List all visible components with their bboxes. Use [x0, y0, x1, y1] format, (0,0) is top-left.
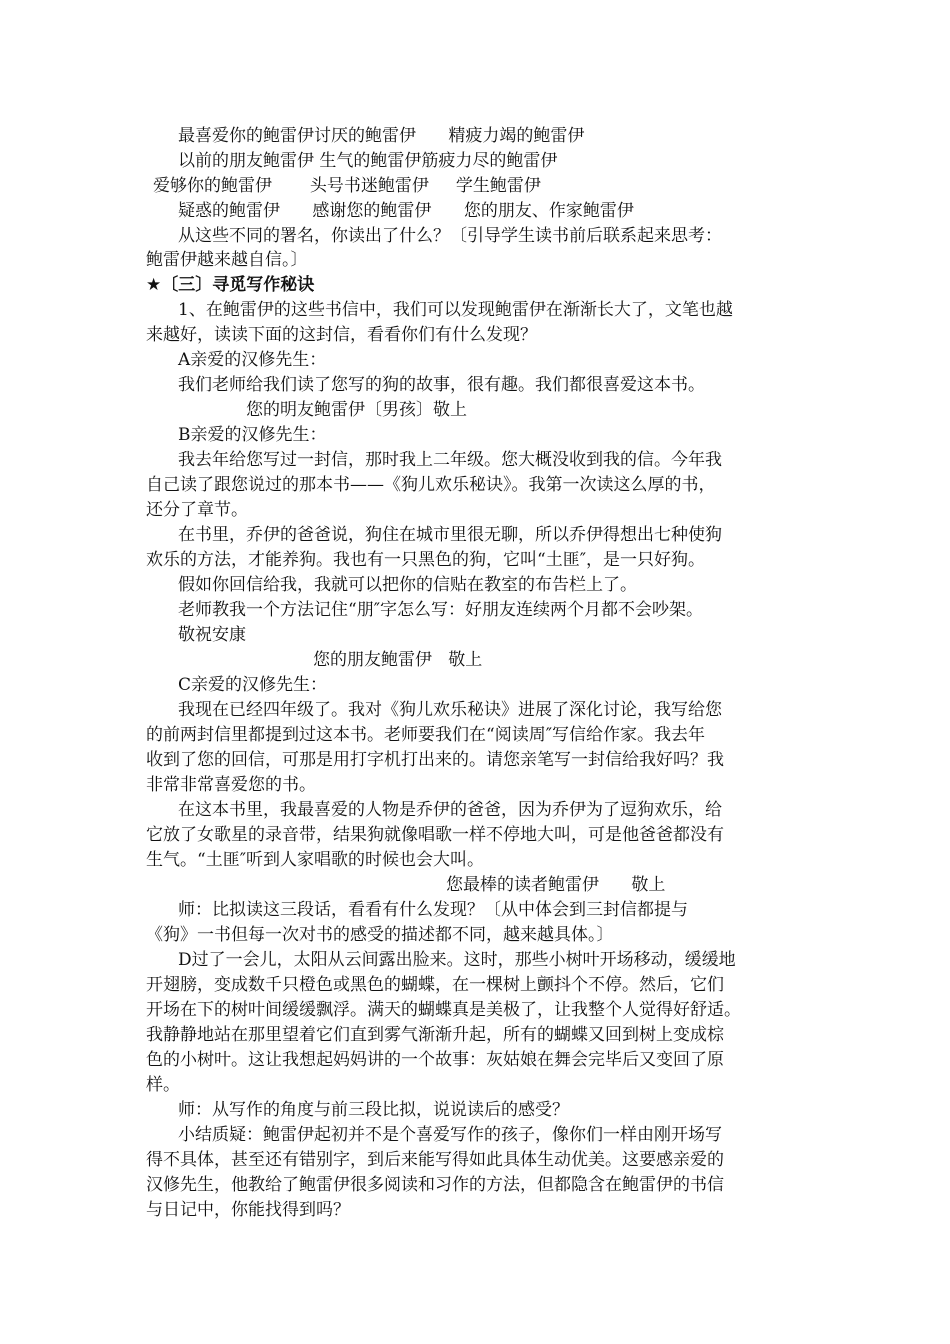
letter-b-body: 自己读了跟您说过的那本书——《狗儿欢乐秘诀》。我第一次读这么厚的书， [146, 475, 716, 495]
letter-c-body: 在这本书里，我最喜爱的人物是乔伊的爸爸，因为乔伊为了逗狗欢乐，给 [178, 800, 722, 820]
letter-c-body: 我现在已经四年级了。我对《狗儿欢乐秘诀》进展了深化讨论，我写给您 [178, 700, 722, 720]
signature-line-3: 爱够你的鲍雷伊 头号书迷鲍雷伊 学生鲍雷伊 [153, 176, 541, 196]
letter-c-signature: 您最棒的读者鲍雷伊 敬上 [446, 875, 666, 895]
letter-c-body: 生气。“土匪″听到人家唱歌的时候也会大叫。 [146, 850, 485, 870]
letter-a-body: 我们老师给我们读了您写的狗的故事，很有趣。我们都很喜爱这本书。 [178, 375, 705, 395]
letter-b-body: 在书里，乔伊的爸爸说，狗住在城市里很无聊，所以乔伊得想出七种使狗 [178, 525, 722, 545]
paragraph-line: 来越好，读读下面的这封信，看看你们有什么发现？ [146, 325, 537, 345]
summary-line: 与日记中，你能找得到吗？ [146, 1200, 350, 1220]
letter-b-body: 老师教我一个方法记住“朋″字怎么写：好朋友连续两个月都不会吵架。 [178, 600, 704, 620]
passage-d-line: 色的小树叶。这让我想起妈妈讲的一个故事：灰姑娘在舞会完毕后又变回了原 [146, 1050, 724, 1070]
signature-line-4: 疑惑的鲍雷伊 感谢您的鲍雷伊 您的朋友、作家鲍雷伊 [178, 201, 634, 221]
summary-line: 得不具体，甚至还有错别字，到后来能写得如此具体生动优美。这要感亲爱的 [146, 1150, 724, 1170]
letter-c-body: 它放了女歌星的录音带，结果狗就像唱歌一样不停地大叫，可是他爸爸都没有 [146, 825, 724, 845]
letter-a-salutation: A亲爱的汉修先生： [178, 350, 327, 370]
paragraph-line: 1、在鲍雷伊的这些书信中，我们可以发现鲍雷伊在渐渐长大了，文笔也越 [178, 300, 733, 320]
letter-b-body: 我去年给您写过一封信，那时我上二年级。您大概没收到我的信。今年我 [178, 450, 722, 470]
passage-d-line: 样。 [146, 1075, 180, 1095]
signature-line-1: 最喜爱你的鲍雷伊讨厌的鲍雷伊 精疲力竭的鲍雷伊 [178, 126, 585, 146]
letter-a-signature: 您的明友鲍雷伊〔男孩〕敬上 [246, 400, 467, 420]
question-line: 从这些不同的署名，你读出了什么？〔引导学生读书前后联系起来思考： [178, 226, 722, 246]
letter-c-salutation: C亲爱的汉修先生： [178, 675, 328, 695]
letter-b-body: 欢乐的方法，才能养狗。我也有一只黑色的狗，它叫“土匪″，是一只好狗。 [146, 550, 706, 570]
teacher-line: 师：比拟读这三段话，看看有什么发现？〔从中体会到三封信都提与 [178, 900, 688, 920]
letter-c-body: 的前两封信里都提到过这本书。老师要我们在“阅读周″写信给作家。我去年 [146, 725, 706, 745]
question-line-cont: 鲍雷伊越来越自信。〕 [146, 250, 308, 270]
letter-b-body: 假如你回信给我，我就可以把你的信贴在教室的布告栏上了。 [178, 575, 637, 595]
passage-d-line: 开翅膀，变成数千只橙色或黑色的蝴蝶，在一棵树上颤抖个不停。然后，它们 [146, 975, 724, 995]
teacher-question: 师：从写作的角度与前三段比拟，说说读后的感受？ [178, 1100, 569, 1120]
letter-b-body: 还分了章节。 [146, 500, 248, 520]
passage-d-line: D过了一会儿，太阳从云间露出脸来。这时，那些小树叶开场移动，缓缓地 [178, 950, 736, 970]
section-heading: ★〔三〕寻觅写作秘诀 [146, 275, 315, 295]
letter-b-closing: 敬祝安康 [178, 625, 246, 645]
letter-b-salutation: B亲爱的汉修先生： [178, 425, 327, 445]
letter-b-signature: 您的朋友鲍雷伊 敬上 [313, 650, 483, 670]
teacher-line-cont: 《狗》一书但每一次对书的感受的描述都不同，越来越具体。〕 [146, 925, 614, 945]
summary-line: 汉修先生，他教给了鲍雷伊很多阅读和习作的方法，但都隐含在鲍雷伊的书信 [146, 1175, 724, 1195]
signature-line-2: 以前的朋友鲍雷伊 生气的鲍雷伊筋疲力尽的鲍雷伊 [178, 151, 558, 171]
letter-c-body: 收到了您的回信，可那是用打字机打出来的。请您亲笔写一封信给我好吗？我 [146, 750, 724, 770]
summary-line: 小结质疑：鲍雷伊起初并不是个喜爱写作的孩子，像你们一样由刚开场写 [178, 1125, 722, 1145]
passage-d-line: 我静静地站在那里望着它们直到雾气渐渐升起，所有的蝴蝶又回到树上变成棕 [146, 1025, 724, 1045]
letter-c-body: 非常非常喜爱您的书。 [146, 775, 316, 795]
passage-d-line: 开场在下的树叶间缓缓飘浮。满天的蝴蝶真是美极了，让我整个人觉得好舒适。 [146, 1000, 741, 1020]
